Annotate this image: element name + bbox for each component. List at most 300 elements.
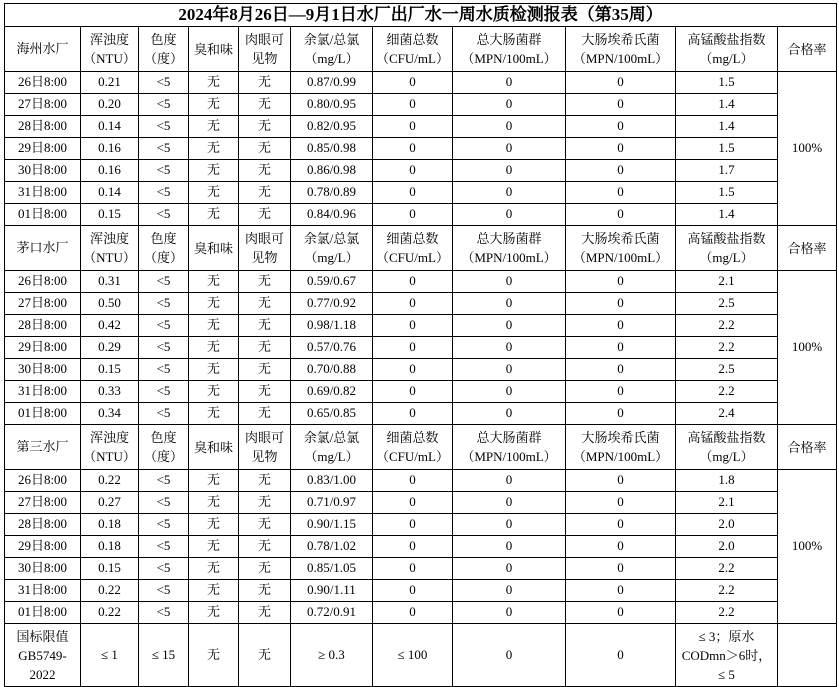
cell-color: <5 xyxy=(139,116,189,138)
table-row xyxy=(5,27,837,72)
text-line: CODmn＞6时， xyxy=(681,647,772,663)
text-line: 大肠埃希氏菌 xyxy=(581,32,660,47)
cell-turbidity: 0.15 xyxy=(81,359,139,381)
table-row xyxy=(5,514,837,536)
cell-turbidity: 0.42 xyxy=(81,315,139,337)
text-line: 浑浊度 xyxy=(89,231,129,246)
cell-ecoli: 0 xyxy=(566,514,676,536)
cell-color: <5 xyxy=(139,359,189,381)
plant-name-cell: 茅口水厂 xyxy=(5,226,81,271)
cell-ecoli: 0 xyxy=(566,315,676,337)
sample-time-cell: 27日8:00 xyxy=(5,492,81,514)
col-header-chlorine xyxy=(291,425,373,470)
text-line: 大肠埃希氏菌 xyxy=(581,231,660,246)
cell-chlorine: 0.80/0.95 xyxy=(291,94,373,116)
cell-bacteria-count: 0 xyxy=(373,492,453,514)
cell-ecoli: 0 xyxy=(566,204,676,226)
cell-color: <5 xyxy=(139,315,189,337)
col-header-color xyxy=(139,27,189,72)
cell-odor: 无 xyxy=(189,359,239,381)
cell-visible-matter: 无 xyxy=(239,602,291,624)
cell-codmn: 2.2 xyxy=(676,580,778,602)
cell-bacteria-count: 0 xyxy=(373,403,453,425)
cell-codmn: 1.7 xyxy=(676,160,778,182)
cell-visible-matter: 无 xyxy=(239,580,291,602)
cell-odor: 无 xyxy=(189,94,239,116)
cell-chlorine: 0.86/0.98 xyxy=(291,160,373,182)
table-row xyxy=(5,204,837,226)
table-row xyxy=(5,116,837,138)
table-row xyxy=(5,226,837,271)
cell-visible-matter: 无 xyxy=(239,514,291,536)
table-row xyxy=(5,558,837,580)
cell-bacteria-count: 0 xyxy=(373,359,453,381)
text-line: （MPN/100mL） xyxy=(461,250,557,265)
cell-bacteria-count: 0 xyxy=(373,116,453,138)
cell-color: <5 xyxy=(139,381,189,403)
text-line: 大肠埃希氏菌 xyxy=(581,430,660,445)
cell-turbidity: 0.22 xyxy=(81,470,139,492)
cell-total-coliform: 0 xyxy=(453,138,566,160)
cell-odor: 无 xyxy=(189,337,239,359)
cell-chlorine: 0.87/0.99 xyxy=(291,72,373,94)
sample-time-cell: 26日8:00 xyxy=(5,72,81,94)
text-line: 见物 xyxy=(251,449,278,464)
table-row xyxy=(5,381,837,403)
cell-total-coliform: 0 xyxy=(453,204,566,226)
cell-codmn: 1.5 xyxy=(676,72,778,94)
cell-total-coliform: 0 xyxy=(453,536,566,558)
col-header-bacteria-count xyxy=(373,226,453,271)
cell-visible-matter: 无 xyxy=(239,337,291,359)
text-line: 余氯/总氯 xyxy=(303,430,360,445)
sample-time-cell: 28日8:00 xyxy=(5,315,81,337)
water-quality-table xyxy=(4,3,837,687)
limit-chlorine: ≥ 0.3 xyxy=(291,624,373,687)
cell-visible-matter: 无 xyxy=(239,138,291,160)
sample-time-cell: 31日8:00 xyxy=(5,580,81,602)
cell-odor: 无 xyxy=(189,403,239,425)
text-line: （度） xyxy=(143,449,183,464)
text-line: 肉眼可 xyxy=(244,32,284,47)
table-row xyxy=(5,536,837,558)
text-line: 细菌总数 xyxy=(386,231,439,246)
cell-ecoli: 0 xyxy=(566,558,676,580)
limit-label xyxy=(5,624,81,687)
cell-odor: 无 xyxy=(189,315,239,337)
text-line: 细菌总数 xyxy=(386,32,439,47)
cell-bacteria-count: 0 xyxy=(373,381,453,403)
cell-color: <5 xyxy=(139,470,189,492)
sample-time-cell: 01日8:00 xyxy=(5,403,81,425)
cell-bacteria-count: 0 xyxy=(373,271,453,293)
text-line: （CFU/mL） xyxy=(376,51,449,66)
table-row xyxy=(5,337,837,359)
cell-odor: 无 xyxy=(189,381,239,403)
cell-chlorine: 0.82/0.95 xyxy=(291,116,373,138)
cell-chlorine: 0.85/1.05 xyxy=(291,558,373,580)
cell-odor: 无 xyxy=(189,271,239,293)
cell-color: <5 xyxy=(139,138,189,160)
text-line: 细菌总数 xyxy=(386,430,439,445)
cell-visible-matter: 无 xyxy=(239,315,291,337)
col-header-ecoli xyxy=(566,425,676,470)
text-line: 高锰酸盐指数 xyxy=(687,231,766,246)
cell-color: <5 xyxy=(139,337,189,359)
pass-rate-cell: 100% xyxy=(778,470,837,624)
cell-color: <5 xyxy=(139,580,189,602)
sample-time-cell: 30日8:00 xyxy=(5,359,81,381)
sample-time-cell: 01日8:00 xyxy=(5,602,81,624)
cell-odor: 无 xyxy=(189,514,239,536)
cell-visible-matter: 无 xyxy=(239,381,291,403)
cell-codmn: 2.2 xyxy=(676,558,778,580)
cell-chlorine: 0.84/0.96 xyxy=(291,204,373,226)
sample-time-cell: 31日8:00 xyxy=(5,182,81,204)
limit-ecoli: 0 xyxy=(566,624,676,687)
cell-color: <5 xyxy=(139,94,189,116)
table-row xyxy=(5,403,837,425)
cell-odor: 无 xyxy=(189,602,239,624)
cell-codmn: 1.8 xyxy=(676,470,778,492)
cell-odor: 无 xyxy=(189,580,239,602)
cell-codmn: 1.4 xyxy=(676,116,778,138)
text-line: 肉眼可 xyxy=(244,231,284,246)
cell-turbidity: 0.34 xyxy=(81,403,139,425)
table-row xyxy=(5,160,837,182)
cell-chlorine: 0.77/0.92 xyxy=(291,293,373,315)
cell-color: <5 xyxy=(139,271,189,293)
sample-time-cell: 29日8:00 xyxy=(5,138,81,160)
sample-time-cell: 30日8:00 xyxy=(5,160,81,182)
text-line: 国标限值 xyxy=(16,628,69,644)
text-line: （MPN/100mL） xyxy=(572,250,669,265)
cell-total-coliform: 0 xyxy=(453,381,566,403)
text-line: 浑浊度 xyxy=(89,32,129,47)
text-line: 余氯/总氯 xyxy=(303,231,360,246)
text-line: 总大肠菌群 xyxy=(476,231,542,246)
col-header-chlorine xyxy=(291,27,373,72)
cell-visible-matter: 无 xyxy=(239,403,291,425)
cell-chlorine: 0.70/0.88 xyxy=(291,359,373,381)
text-line: （mg/L） xyxy=(304,449,359,464)
text-line: 色度 xyxy=(150,430,177,445)
cell-bacteria-count: 0 xyxy=(373,293,453,315)
cell-bacteria-count: 0 xyxy=(373,337,453,359)
cell-visible-matter: 无 xyxy=(239,293,291,315)
cell-visible-matter: 无 xyxy=(239,492,291,514)
cell-color: <5 xyxy=(139,514,189,536)
text-line: （度） xyxy=(143,51,183,66)
text-line: 臭和味 xyxy=(193,439,233,455)
limit-total-coliform: 0 xyxy=(453,624,566,687)
limit-pass-rate xyxy=(778,624,837,687)
cell-total-coliform: 0 xyxy=(453,182,566,204)
text-line: GB5749- xyxy=(18,647,67,663)
cell-chlorine: 0.85/0.98 xyxy=(291,138,373,160)
cell-ecoli: 0 xyxy=(566,536,676,558)
cell-visible-matter: 无 xyxy=(239,470,291,492)
sample-time-cell: 29日8:00 xyxy=(5,536,81,558)
col-header-total-coliform xyxy=(453,27,566,72)
cell-chlorine: 0.59/0.67 xyxy=(291,271,373,293)
col-header-total-coliform xyxy=(453,226,566,271)
cell-chlorine: 0.98/1.18 xyxy=(291,315,373,337)
text-line: （mg/L） xyxy=(699,51,754,66)
cell-bacteria-count: 0 xyxy=(373,602,453,624)
sample-time-cell: 01日8:00 xyxy=(5,204,81,226)
cell-chlorine: 0.90/1.15 xyxy=(291,514,373,536)
col-header-codmn xyxy=(676,425,778,470)
cell-color: <5 xyxy=(139,536,189,558)
cell-ecoli: 0 xyxy=(566,271,676,293)
cell-turbidity: 0.50 xyxy=(81,293,139,315)
cell-codmn: 2.2 xyxy=(676,381,778,403)
cell-turbidity: 0.15 xyxy=(81,204,139,226)
cell-codmn: 2.5 xyxy=(676,293,778,315)
col-header-bacteria-count xyxy=(373,27,453,72)
table-row xyxy=(5,470,837,492)
cell-odor: 无 xyxy=(189,138,239,160)
limits-row xyxy=(5,624,837,687)
cell-total-coliform: 0 xyxy=(453,94,566,116)
cell-chlorine: 0.72/0.91 xyxy=(291,602,373,624)
text-line: （NTU） xyxy=(83,51,136,66)
text-line: （MPN/100mL） xyxy=(572,449,669,464)
cell-bacteria-count: 0 xyxy=(373,514,453,536)
text-line: 合格率 xyxy=(787,240,827,256)
col-header-turbidity xyxy=(81,27,139,72)
cell-color: <5 xyxy=(139,492,189,514)
cell-turbidity: 0.27 xyxy=(81,492,139,514)
cell-ecoli: 0 xyxy=(566,359,676,381)
cell-codmn: 2.0 xyxy=(676,514,778,536)
pass-rate-cell: 100% xyxy=(778,271,837,425)
table-row xyxy=(5,271,837,293)
plant-name-cell: 第三水厂 xyxy=(5,425,81,470)
limit-color: ≤ 15 xyxy=(139,624,189,687)
cell-turbidity: 0.14 xyxy=(81,116,139,138)
cell-chlorine: 0.57/0.76 xyxy=(291,337,373,359)
cell-codmn: 2.2 xyxy=(676,315,778,337)
cell-total-coliform: 0 xyxy=(453,514,566,536)
cell-codmn: 1.4 xyxy=(676,94,778,116)
cell-visible-matter: 无 xyxy=(239,182,291,204)
cell-visible-matter: 无 xyxy=(239,359,291,381)
cell-codmn: 2.4 xyxy=(676,403,778,425)
cell-color: <5 xyxy=(139,558,189,580)
table-row xyxy=(5,602,837,624)
text-line: （MPN/100mL） xyxy=(572,51,669,66)
cell-turbidity: 0.31 xyxy=(81,271,139,293)
col-header-turbidity xyxy=(81,425,139,470)
table-row xyxy=(5,315,837,337)
col-header-visible-matter xyxy=(239,425,291,470)
cell-total-coliform: 0 xyxy=(453,293,566,315)
cell-total-coliform: 0 xyxy=(453,160,566,182)
cell-total-coliform: 0 xyxy=(453,403,566,425)
cell-bacteria-count: 0 xyxy=(373,72,453,94)
cell-odor: 无 xyxy=(189,182,239,204)
table-row xyxy=(5,138,837,160)
cell-total-coliform: 0 xyxy=(453,602,566,624)
cell-codmn: 2.1 xyxy=(676,271,778,293)
limit-codmn xyxy=(676,624,778,687)
cell-turbidity: 0.18 xyxy=(81,536,139,558)
cell-total-coliform: 0 xyxy=(453,580,566,602)
cell-turbidity: 0.20 xyxy=(81,94,139,116)
text-line: 见物 xyxy=(251,250,278,265)
cell-ecoli: 0 xyxy=(566,182,676,204)
cell-odor: 无 xyxy=(189,72,239,94)
col-header-visible-matter xyxy=(239,27,291,72)
sample-time-cell: 28日8:00 xyxy=(5,514,81,536)
cell-visible-matter: 无 xyxy=(239,558,291,580)
limit-turbidity: ≤ 1 xyxy=(81,624,139,687)
text-line: （mg/L） xyxy=(304,51,359,66)
text-line: （CFU/mL） xyxy=(376,449,449,464)
col-header-ecoli xyxy=(566,27,676,72)
cell-ecoli: 0 xyxy=(566,138,676,160)
table-row xyxy=(5,72,837,94)
cell-turbidity: 0.22 xyxy=(81,580,139,602)
cell-odor: 无 xyxy=(189,470,239,492)
cell-visible-matter: 无 xyxy=(239,536,291,558)
cell-turbidity: 0.16 xyxy=(81,160,139,182)
text-line: （MPN/100mL） xyxy=(461,51,557,66)
cell-turbidity: 0.33 xyxy=(81,381,139,403)
cell-odor: 无 xyxy=(189,558,239,580)
cell-bacteria-count: 0 xyxy=(373,182,453,204)
text-line: （mg/L） xyxy=(699,449,754,464)
cell-turbidity: 0.29 xyxy=(81,337,139,359)
cell-odor: 无 xyxy=(189,492,239,514)
cell-bacteria-count: 0 xyxy=(373,94,453,116)
text-line: 肉眼可 xyxy=(244,430,284,445)
text-line: （mg/L） xyxy=(699,250,754,265)
text-line: ≤ 5 xyxy=(718,666,735,682)
col-header-odor xyxy=(189,226,239,271)
cell-total-coliform: 0 xyxy=(453,470,566,492)
text-line: ≤ 3；原水 xyxy=(698,628,755,644)
text-line: 色度 xyxy=(150,231,177,246)
cell-codmn: 2.1 xyxy=(676,492,778,514)
col-header-pass-rate xyxy=(778,425,837,470)
sample-time-cell: 26日8:00 xyxy=(5,470,81,492)
col-header-pass-rate xyxy=(778,27,837,72)
cell-total-coliform: 0 xyxy=(453,558,566,580)
sample-time-cell: 28日8:00 xyxy=(5,116,81,138)
cell-visible-matter: 无 xyxy=(239,204,291,226)
cell-color: <5 xyxy=(139,182,189,204)
cell-bacteria-count: 0 xyxy=(373,536,453,558)
text-line: （MPN/100mL） xyxy=(461,449,557,464)
cell-total-coliform: 0 xyxy=(453,315,566,337)
pass-rate-cell: 100% xyxy=(778,72,837,226)
cell-codmn: 1.5 xyxy=(676,182,778,204)
cell-ecoli: 0 xyxy=(566,160,676,182)
table-row xyxy=(5,580,837,602)
cell-visible-matter: 无 xyxy=(239,116,291,138)
col-header-ecoli xyxy=(566,226,676,271)
text-line: 见物 xyxy=(251,51,278,66)
cell-total-coliform: 0 xyxy=(453,116,566,138)
cell-chlorine: 0.78/1.02 xyxy=(291,536,373,558)
cell-codmn: 2.2 xyxy=(676,337,778,359)
text-line: 合格率 xyxy=(787,41,827,57)
limit-visible-matter: 无 xyxy=(239,624,291,687)
col-header-chlorine xyxy=(291,226,373,271)
cell-ecoli: 0 xyxy=(566,580,676,602)
sample-time-cell: 29日8:00 xyxy=(5,337,81,359)
cell-visible-matter: 无 xyxy=(239,160,291,182)
sample-time-cell: 27日8:00 xyxy=(5,293,81,315)
limit-bacteria-count: ≤ 100 xyxy=(373,624,453,687)
plant-name-cell: 海州水厂 xyxy=(5,27,81,72)
cell-bacteria-count: 0 xyxy=(373,138,453,160)
cell-turbidity: 0.18 xyxy=(81,514,139,536)
cell-visible-matter: 无 xyxy=(239,72,291,94)
text-line: 合格率 xyxy=(787,439,827,455)
table-row xyxy=(5,94,837,116)
report-title: 2024年8月26日—9月1日水厂出厂水一周水质检测报表（第35周） xyxy=(5,4,837,27)
col-header-color xyxy=(139,425,189,470)
cell-color: <5 xyxy=(139,403,189,425)
cell-codmn: 1.5 xyxy=(676,138,778,160)
col-header-total-coliform xyxy=(453,425,566,470)
cell-chlorine: 0.71/0.97 xyxy=(291,492,373,514)
table-row xyxy=(5,492,837,514)
cell-ecoli: 0 xyxy=(566,470,676,492)
cell-bacteria-count: 0 xyxy=(373,204,453,226)
text-line: 余氯/总氯 xyxy=(303,32,360,47)
table-row xyxy=(5,182,837,204)
cell-color: <5 xyxy=(139,293,189,315)
cell-color: <5 xyxy=(139,204,189,226)
col-header-bacteria-count xyxy=(373,425,453,470)
text-line: 总大肠菌群 xyxy=(476,32,542,47)
text-line: （CFU/mL） xyxy=(376,250,449,265)
text-line: 高锰酸盐指数 xyxy=(687,430,766,445)
text-line: （度） xyxy=(143,250,183,265)
cell-turbidity: 0.15 xyxy=(81,558,139,580)
cell-odor: 无 xyxy=(189,204,239,226)
cell-turbidity: 0.22 xyxy=(81,602,139,624)
col-header-turbidity xyxy=(81,226,139,271)
cell-ecoli: 0 xyxy=(566,337,676,359)
cell-odor: 无 xyxy=(189,160,239,182)
cell-bacteria-count: 0 xyxy=(373,580,453,602)
cell-visible-matter: 无 xyxy=(239,271,291,293)
text-line: 臭和味 xyxy=(193,41,233,57)
cell-odor: 无 xyxy=(189,536,239,558)
text-line: 色度 xyxy=(150,32,177,47)
cell-chlorine: 0.83/1.00 xyxy=(291,470,373,492)
cell-chlorine: 0.65/0.85 xyxy=(291,403,373,425)
cell-odor: 无 xyxy=(189,116,239,138)
cell-total-coliform: 0 xyxy=(453,72,566,94)
limit-odor: 无 xyxy=(189,624,239,687)
text-line: 2022 xyxy=(29,666,56,682)
cell-turbidity: 0.16 xyxy=(81,138,139,160)
title-row xyxy=(5,4,837,27)
cell-visible-matter: 无 xyxy=(239,94,291,116)
cell-ecoli: 0 xyxy=(566,72,676,94)
text-line: 臭和味 xyxy=(193,240,233,256)
cell-ecoli: 0 xyxy=(566,492,676,514)
sample-time-cell: 26日8:00 xyxy=(5,271,81,293)
cell-codmn: 2.2 xyxy=(676,602,778,624)
